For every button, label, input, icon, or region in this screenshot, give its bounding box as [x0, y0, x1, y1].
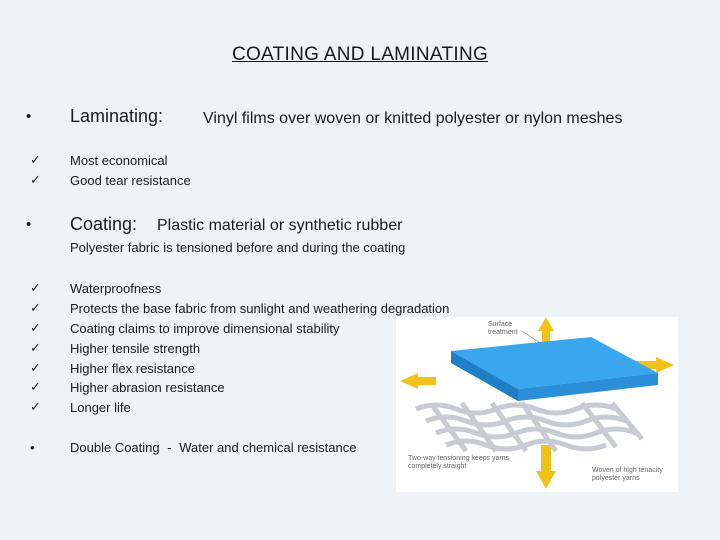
coating-text: Plastic material or synthetic rubber [157, 217, 403, 234]
bullet-dot: • [26, 108, 32, 125]
coating-item: Longer life [70, 400, 131, 415]
arrow-down-icon [536, 445, 556, 489]
check-icon: ✓ [30, 300, 41, 315]
check-icon: ✓ [30, 379, 41, 394]
coating-item: Higher abrasion resistance [70, 380, 225, 395]
coating-item: Higher flex resistance [70, 361, 195, 376]
check-icon: ✓ [30, 360, 41, 375]
check-icon: ✓ [30, 399, 41, 414]
coating-item: Higher tensile strength [70, 341, 201, 356]
coating-item: Waterproofness [70, 281, 162, 296]
coating-subtext: Polyester fabric is tensioned before and during the coating [70, 240, 406, 255]
check-icon: ✓ [30, 340, 41, 355]
coating-diagram [396, 317, 678, 492]
page-title: COATING AND LAMINATING [231, 44, 489, 65]
coating-heading: Coating: [70, 214, 138, 234]
double-coating-text: Water and chemical resistance [179, 440, 357, 455]
laminating-item: Most economical [70, 153, 168, 168]
double-coating-separator: - [167, 440, 172, 455]
coating-item: Coating claims to improve dimensional stability [70, 321, 340, 336]
coating-item: Protects the base fabric from sunlight and weathering degradation [70, 301, 450, 316]
two-way-tensioning-label: Two-way tensioning keeps yarns completely straight [408, 455, 510, 470]
laminating-heading: Laminating: [70, 106, 164, 126]
double-coating-line [70, 440, 356, 455]
laminating-text: Vinyl films over woven or knitted polyester or nylon meshes [203, 110, 623, 127]
bullet-dot: • [30, 440, 35, 455]
arrow-left-icon [400, 373, 436, 389]
bullet-dot: • [26, 216, 32, 233]
check-icon: ✓ [30, 172, 41, 187]
check-icon: ✓ [30, 320, 41, 335]
woven-yarns-label: Woven of high tenacity polyester yarns [592, 467, 663, 482]
check-icon: ✓ [30, 152, 41, 167]
check-icon: ✓ [30, 280, 41, 295]
laminating-item: Good tear resistance [70, 173, 191, 188]
woven-mesh [416, 403, 642, 451]
double-coating-label: Double Coating [70, 440, 160, 455]
surface-treatment-label: Surface treatment [488, 321, 518, 336]
